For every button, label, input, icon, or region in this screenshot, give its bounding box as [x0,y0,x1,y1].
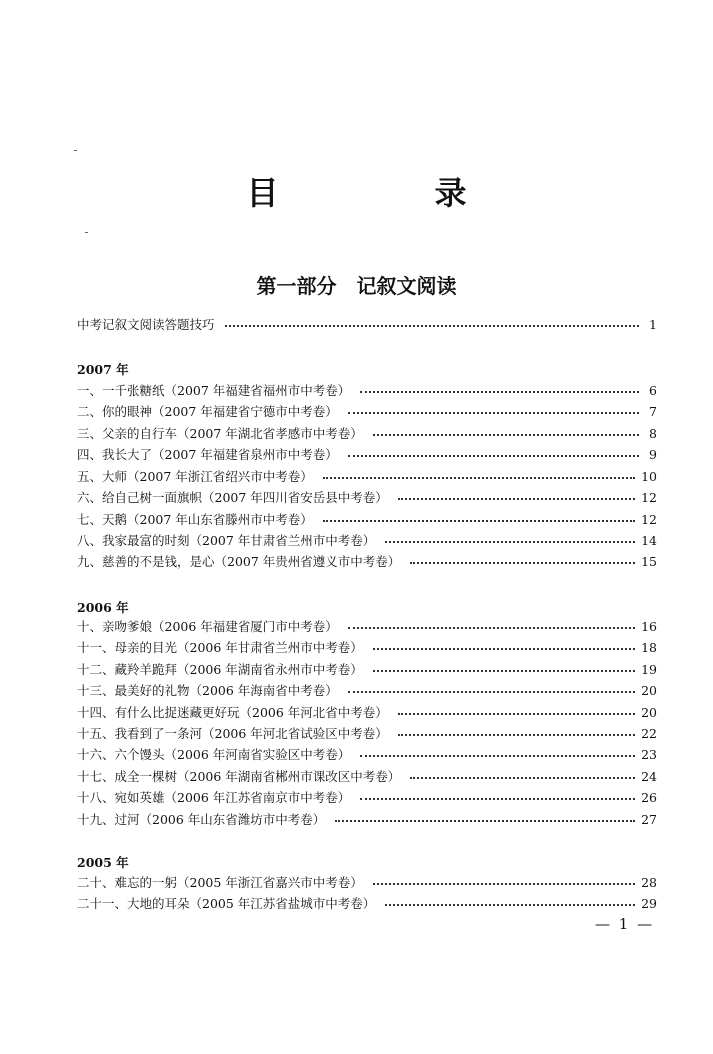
toc-entry-label: 十六、六个馒头（2006 年河南省实验区中考卷） [77,747,351,762]
toc-entry-label: 十七、成全一棵树（2006 年湖南省郴州市课改区中考卷） [77,769,401,784]
toc-entry-page: 9 [649,446,657,462]
toc-entry-label: 一、一千张糖纸（2007 年福建省福州市中考卷） [77,383,351,398]
toc-entry-page: 7 [649,403,657,419]
toc-entry-label: 十九、过河（2006 年山东省潍坊市中考卷） [77,812,326,827]
toc-entry[interactable] [77,787,657,807]
toc-entry-label: 二十、难忘的一躬（2005 年浙江省嘉兴市中考卷） [77,875,363,890]
leader-dots [410,562,635,564]
toc-entry[interactable] [77,401,657,421]
toc-entry[interactable] [77,530,657,550]
leader-dots [385,541,635,543]
toc-entry[interactable] [77,444,657,464]
leader-dots [348,691,635,693]
leader-dots [373,670,635,672]
toc-entry[interactable] [77,809,657,829]
toc-entry-page: 1 [649,316,657,332]
leader-dots [373,434,639,436]
leader-dots [348,455,639,457]
toc-entry-label: 十四、有什么比捉迷藏更好玩（2006 年河北省中考卷） [77,705,388,720]
toc-entry-page: 24 [641,768,657,784]
toc-entry[interactable] [77,637,657,657]
toc-entry-label: 十、亲吻爹娘（2006 年福建省厦门市中考卷） [77,619,338,634]
toc-entry-page: 20 [641,682,657,698]
page-title: 目 录 [246,174,529,212]
toc-entry-label: 四、我长大了（2007 年福建省泉州市中考卷） [77,447,338,462]
leader-dots [398,498,635,500]
toc-entry-page: 29 [641,895,657,911]
toc-entry-page: 26 [641,789,657,805]
leader-dots [385,904,635,906]
toc-entry[interactable] [77,659,657,679]
toc-entry-page: 28 [641,874,657,890]
toc-entry[interactable] [77,616,657,636]
toc-entry-page: 15 [641,553,657,569]
scan-speck [85,232,88,233]
leader-dots [335,820,635,822]
part-title: 第一部分 记叙文阅读 [256,274,457,298]
toc-entry-page: 16 [641,618,657,634]
toc-entry-page: 12 [641,511,657,527]
toc-entry-label: 三、父亲的自行车（2007 年湖北省孝感市中考卷） [77,426,363,441]
toc-entry-page: 12 [641,489,657,505]
toc-entry-page: 22 [641,725,657,741]
toc-entry-label: 七、天鹅（2007 年山东省滕州市中考卷） [77,512,313,527]
leader-dots [410,777,635,779]
toc-entry[interactable] [77,766,657,786]
toc-entry-label: 十二、藏羚羊跪拜（2006 年湖南省永州市中考卷） [77,662,363,677]
toc-entry-page: 23 [641,746,657,762]
toc-entry-intro[interactable] [77,314,657,334]
toc-entry-page: 14 [641,532,657,548]
toc-entry[interactable] [77,551,657,571]
leader-dots [373,648,635,650]
toc-entry-label: 六、给自己树一面旗帜（2007 年四川省安岳县中考卷） [77,490,388,505]
leader-dots [348,412,639,414]
leader-dots [323,477,635,479]
toc-entry-page: 27 [641,811,657,827]
toc-entry[interactable] [77,723,657,743]
toc-entry-label: 十五、我看到了一条河（2006 年河北省试验区中考卷） [77,726,388,741]
toc-entry-page: 8 [649,425,657,441]
leader-dots [360,798,635,800]
toc-entry[interactable] [77,423,657,443]
toc-entry-label: 九、慈善的不是钱，是心（2007 年贵州省遵义市中考卷） [77,554,401,569]
year-heading: 2005 年 [77,855,129,870]
leader-dots [360,755,635,757]
scan-speck [74,150,77,151]
leader-dots [348,627,635,629]
toc-entry-label: 五、大师（2007 年浙江省绍兴市中考卷） [77,469,313,484]
leader-dots [398,713,635,715]
leader-dots [373,883,635,885]
page-number: — 1 — [595,915,655,933]
toc-entry[interactable] [77,466,657,486]
toc-entry-label: 八、我家最富的时刻（2007 年甘肃省兰州市中考卷） [77,533,376,548]
toc-entry-label: 十三、最美好的礼物（2006 年海南省中考卷） [77,683,338,698]
leader-dots [225,325,639,327]
toc-entry[interactable] [77,509,657,529]
toc-entry-page: 10 [641,468,657,484]
year-heading: 2007 年 [77,362,129,377]
year-heading: 2006 年 [77,600,129,615]
toc-entry[interactable] [77,702,657,722]
leader-dots [323,520,635,522]
toc-entry[interactable] [77,893,657,913]
toc-entry-label: 十八、宛如英雄（2006 年江苏省南京市中考卷） [77,790,351,805]
toc-entry-label: 二、你的眼神（2007 年福建省宁德市中考卷） [77,404,338,419]
toc-entry-label: 二十一、大地的耳朵（2005 年江苏省盐城市中考卷） [77,896,376,911]
toc-entry[interactable] [77,487,657,507]
toc-entry-label: 十一、母亲的目光（2006 年甘肃省兰州市中考卷） [77,640,363,655]
toc-entry[interactable] [77,680,657,700]
leader-dots [398,734,635,736]
leader-dots [360,391,639,393]
toc-entry-page: 6 [649,382,657,398]
toc-entry-page: 20 [641,704,657,720]
toc-entry-page: 19 [641,661,657,677]
toc-entry[interactable] [77,380,657,400]
toc-entry[interactable] [77,872,657,892]
toc-entry[interactable] [77,744,657,764]
toc-entry-label: 中考记叙文阅读答题技巧 [77,317,215,332]
toc-entry-page: 18 [641,639,657,655]
